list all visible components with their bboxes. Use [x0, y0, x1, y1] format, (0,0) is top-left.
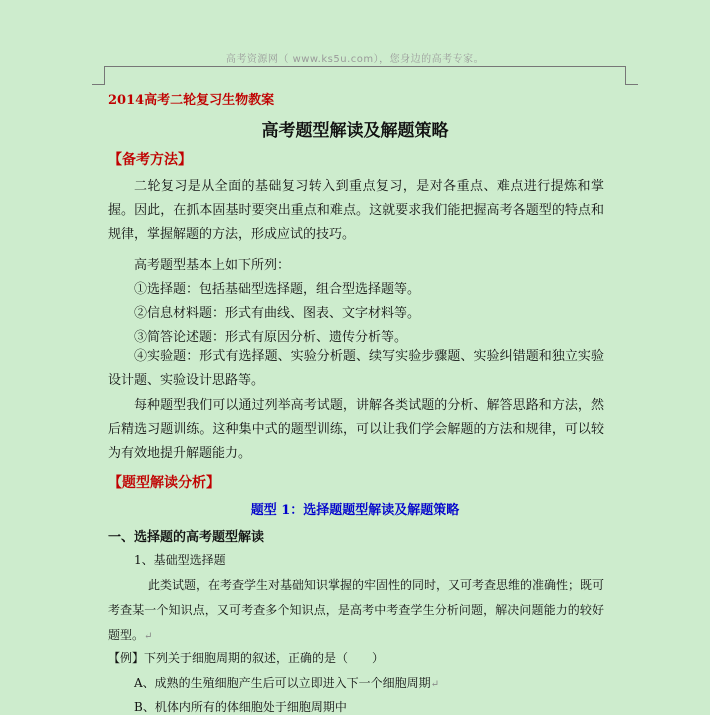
- section-heading-prep-method: 【备考方法】: [108, 152, 192, 168]
- example-question: 【例】下列关于细胞周期的叙述，正确的是（ ）: [108, 651, 385, 665]
- option-b: B、机体内所有的体细胞处于细胞周期中: [134, 700, 347, 714]
- list-item-choice: ①选择题：包括基础型选择题，组合型选择题等。: [134, 282, 421, 297]
- paragraph-types-intro: 高考题型基本上如下所列：: [134, 258, 291, 273]
- list-item-short-answer: ③简答论述题：形式有原因分析、遗传分析等。: [134, 330, 408, 345]
- paragraph-practice: 每种题型我们可以通过列举高考试题，讲解各类试题的分析、解答思路和方法，然后精选习题训练。这种集中式的题型训练，可以让我们学会解题的方法和规律，可以较为有效地提升解题能力。: [108, 398, 604, 461]
- part-one-heading: 一、选择题的高考题型解读: [108, 530, 265, 545]
- document-subtitle: 2014高考二轮复习生物教案: [108, 93, 275, 108]
- paragraph-basic-choice-text: 此类试题，在考查学生对基础知识掌握的牢固性的同时，又可考查思维的准确性；既可考查某一个知识点，又可考查多个知识点，是高考中考查学生分析问题，解决问题能力的较好题型。: [108, 578, 605, 642]
- option-a: [134, 674, 439, 691]
- section-heading-analysis: 【题型解读分析】: [108, 475, 220, 491]
- header-rule: [104, 66, 626, 86]
- option-a-text: A、成熟的生殖细胞产生后可以立即进入下一个细胞周期: [134, 676, 431, 690]
- list-item-experiment: ④实验题：形式有选择题、实验分析题、续写实验步骤题、实验纠错题和独立实验设计题、实验设计思路等。: [108, 349, 604, 388]
- paragraph-basic-choice: [108, 573, 604, 649]
- document-title: 高考题型解读及解题策略: [261, 121, 449, 141]
- topic-title: 题型 1：选择题题型解读及解题策略: [250, 503, 460, 518]
- paragraph-mark: ↵: [430, 679, 440, 690]
- header-note: 高考资源网（ www.ks5u.com），您身边的高考专家。: [225, 54, 485, 65]
- list-item-info: ②信息材料题：形式有曲线、图表、文字材料等。: [134, 306, 421, 321]
- paragraph-intro: 二轮复习是从全面的基础复习转入到重点复习，是对各重点、难点进行提炼和掌握。因此，在抓本固基时要突出重点和难点。这就要求我们能把握高考各题型的特点和规律，掌握解题的方法，形成应试的技巧。: [108, 179, 604, 242]
- paragraph-mark: ↵: [144, 631, 153, 642]
- sub-heading-basic-choice: 1、基础型选择题: [134, 553, 226, 567]
